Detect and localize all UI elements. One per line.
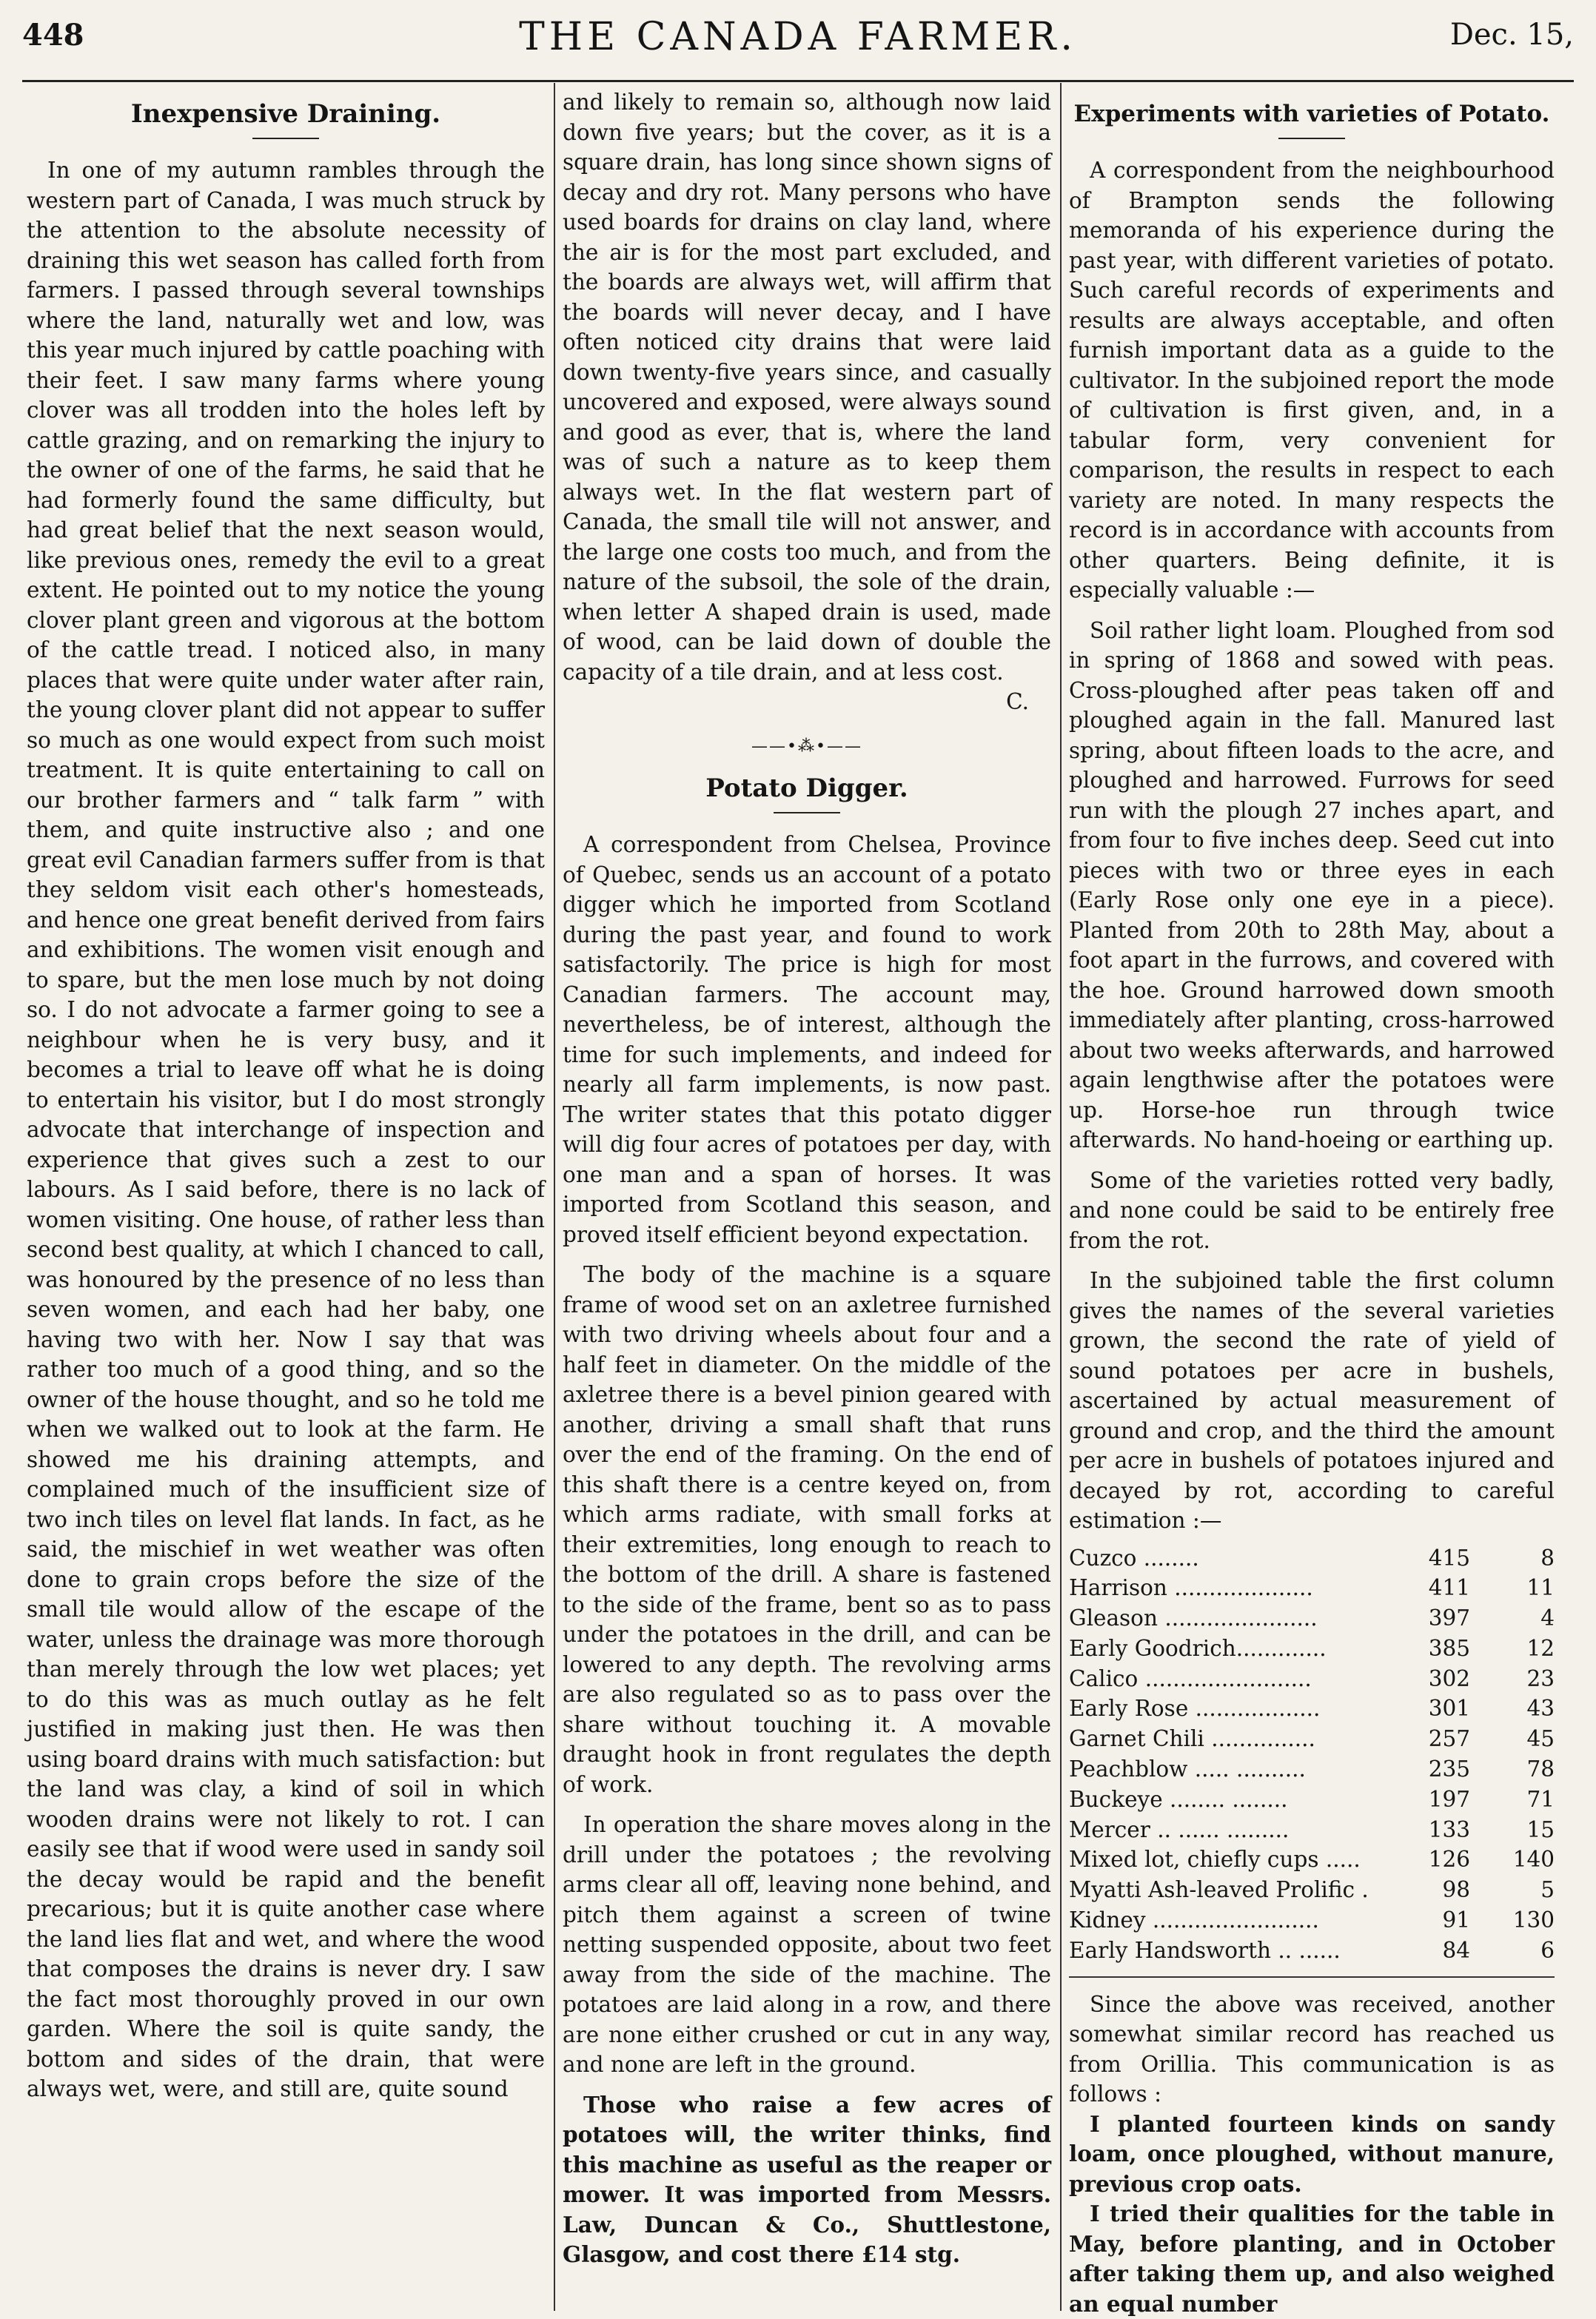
article-heading-draining: Inexpensive Draining.	[130, 99, 441, 129]
table-row	[1069, 1936, 1555, 1966]
article-paragraph: Some of the varieties rotted very badly, and none could be said to be entirely free from the rot.	[1069, 1167, 1555, 1253]
sound-yield: 126	[1428, 1847, 1470, 1873]
article-paragraph: In one of my autumn rambles through the western part of Canada, I was much struck by the attention to the absolute necessity of draining this wet season has called forth from farmers. I passed through several townships where the land, naturally wet and low, was this year much injured by cattle poaching with their feet. I saw many farms where young clover was all trodden into the holes left by cattle grazing, and on remarking the injury to the owner of one of the farms, he said that he had formerly found the same difficulty, but had great belief that the next season would, like previous ones, remedy the evil to a great extent. He pointed out to my notice the young clover plant green and vigorous at the bottom of the cattle tread. I noticed also, in many places that were quite under water after rain, the young clover plant did not appear to suffer so much as one would expect from such moist treatment. It is quite entertaining to call on our brother farmers and “ talk farm ” with them, and quite instructive also ; and one great evil Canadian farmers suffer from is that they seldom visit each other's homesteads, and hence one great benefit derived from fairs and exhibitions. The women visit enough and to spare, but the men lose much by not doing so. I do not advocate a farmer going to see a neighbour when he is very busy, and it becomes a trial to leave off what he is doing to entertain his visitor, but I do most strongly advocate that interchange of inspection and experience that gives such a zest to our labours. As I said before, there is no lack of women visiting. One house, of rather less than second best quality, at which I chanced to call, was honoured by the presence of no less than seven women, and each had her baby, one having two with her. Now I say that was rather too much of a good thing, and so the owner of the house thought, and so he told me when we walked out to look at the farm. He showed me his draining attempts, and complained much of the insufficient size of two inch tiles on level flat lands. In fact, as he said, the mischief in wet weather was often done to grain crops before the size of the small tile would allow of the escape of the water, unless the drainage was more thorough than merely through the low wet places; yet to do this was as much outlay as he felt justified in making just then. He was then using board drains with much satisfaction: but the land was clay, a kind of soil in which wooden drains were not likely to rot. I can easily see that if wood were used in sandy soil the decay would be rapid and the benefit precarious; but it is quite another case where the land lies flat and wet, and where the wood that composes the drains is never dry. I saw the fact most thoroughly proved in our own garden. Where the soil is quite sandy, the bottom and sides of the drain, that were always wet, were, and still are, quite sound	[27, 158, 545, 2101]
table-row	[1069, 1694, 1555, 1724]
variety-name: Cuzco ........	[1069, 1545, 1199, 1571]
variety-name: Early Goodrich.............	[1069, 1635, 1327, 1661]
table-row	[1069, 1543, 1555, 1574]
variety-name: Mixed lot, chiefly cups .....	[1069, 1847, 1361, 1873]
issue-date: Dec. 15,	[1449, 18, 1574, 52]
article-paragraph: In the subjoined table the first column gives the names of the several varieties grown, the second the rate of yield of sound potatoes per acre in bushels, ascertained by actual measurement of ground and crop, and the third the amount per acre in bushels of potatoes injured and decayed by rot, according to careful estimation :—	[1069, 1268, 1555, 1533]
variety-name: Early Handsworth .. ......	[1069, 1937, 1341, 1963]
table-row	[1069, 1573, 1555, 1603]
table-row	[1069, 1815, 1555, 1845]
variety-name: Myatti Ash-leaved Prolific .	[1069, 1877, 1369, 1903]
article-paragraph: The body of the machine is a square frame of wood set on an axletree furnished with two driving wheels about four and a half feet in diameter. On the middle of the axletree there is a bevel pinion geared with another, driving a small shaft that runs over the end of the framing. On the end of this shaft there is a centre keyed on, from which arms radiate, with small forks at their extremities, long enough to reach to the bottom of the drill. A share is fastened to the side of the frame, bent so as to pass under the potatoes in the drill, and can be lowered to any depth. The revolving arms are also regulated so as to pass over the share without touching it. A movable draught hook in front regulates the depth of work.	[563, 1262, 1051, 1797]
variety-name: Harrison ....................	[1069, 1575, 1313, 1601]
variety-name: Mercer .. ...... .........	[1069, 1816, 1290, 1842]
rot-amount: 12	[1526, 1635, 1555, 1661]
article-paragraph: I tried their qualities for the table in May, before planting, and in October after taking them up, and also weighed an equal number	[1069, 2201, 1555, 2317]
section-ornament: ——•⁂•——	[751, 736, 862, 756]
rot-amount: 23	[1526, 1665, 1555, 1691]
column-2	[563, 87, 1051, 2270]
rot-amount: 45	[1526, 1726, 1555, 1752]
table-row	[1069, 1875, 1555, 1905]
sound-yield: 411	[1428, 1575, 1470, 1601]
sound-yield: 385	[1428, 1635, 1470, 1661]
rot-amount: 4	[1540, 1605, 1555, 1631]
article-paragraph: A correspondent from Chelsea, Province of Quebec, sends us an account of a potato digger which he imported from Scotland during the past year, and found to work satisfactorily. The price is high for most Canadian farmers. The account may, nevertheless, be of interest, although the time for such implements, and indeed for nearly all farm implements, is now past. The writer states that this potato digger will dig four acres of potatoes per day, with one man and a span of horses. It was imported from Scotland this season, and proved itself efficient beyond expectation.	[563, 832, 1051, 1247]
rot-amount: 78	[1526, 1756, 1555, 1782]
newspaper-title: THE CANADA FARMER.	[519, 15, 1077, 59]
table-row	[1069, 1724, 1555, 1754]
column-1	[27, 87, 545, 2104]
rot-amount: 43	[1526, 1696, 1555, 1722]
rot-amount: 130	[1512, 1907, 1555, 1933]
sound-yield: 197	[1428, 1786, 1470, 1812]
article-signature: C.	[1006, 689, 1029, 714]
sound-yield: 415	[1428, 1545, 1470, 1571]
article-heading-potato-varieties: Experiments with varieties of Potato.	[1073, 101, 1550, 127]
sound-yield: 98	[1442, 1877, 1470, 1903]
rot-amount: 6	[1540, 1937, 1555, 1963]
table-row	[1069, 1664, 1555, 1694]
variety-name: Buckeye ........ ........	[1069, 1786, 1288, 1812]
rot-amount: 5	[1540, 1877, 1555, 1903]
table-row	[1069, 1754, 1555, 1785]
heading-rule	[1278, 138, 1345, 139]
sound-yield: 133	[1428, 1816, 1470, 1842]
article-continuation: and likely to remain so, although now laid down five years; but the cover, as it is a square drain, has long since shown signs of decay and dry rot. Many persons who have used boards for drains on clay land, where the air is for the most part excluded, and the boards are always wet, will affirm that the boards will never decay, and I have often noticed city drains that were laid down twenty-five years since, and casually uncovered and exposed, were always sound and good as ever, that is, where the land was of such a nature as to keep them always wet. In the flat western part of Canada, the small tile will not answer, and the large one costs too much, and from the nature of the subsoil, the sole of the drain, when letter A shaped drain is used, made of wood, can be laid down of double the capacity of a tile drain, and at less cost.	[563, 90, 1051, 685]
sound-yield: 302	[1428, 1665, 1470, 1691]
rot-amount: 15	[1526, 1816, 1555, 1842]
potato-yield-table	[1069, 1543, 1555, 1966]
variety-name: Garnet Chili ...............	[1069, 1726, 1315, 1752]
article-heading-potato-digger: Potato Digger.	[705, 773, 908, 803]
rot-amount: 8	[1540, 1545, 1555, 1571]
variety-name: Peachblow ..... ..........	[1069, 1756, 1306, 1782]
variety-name: Early Rose ..................	[1069, 1696, 1321, 1722]
article-paragraph: I planted fourteen kinds on sandy loam, once ploughed, without manure, previous crop oats.	[1069, 2110, 1555, 2197]
column-divider	[1060, 83, 1062, 2311]
sound-yield: 235	[1428, 1756, 1470, 1782]
table-row	[1069, 1634, 1555, 1664]
heading-rule	[774, 812, 840, 813]
sound-yield: 301	[1428, 1696, 1470, 1722]
article-paragraph: A correspondent from the neighbourhood of Brampton sends the following memoranda of his experience during the past year, with different varieties of potato. Such careful records of experiments and results are always acceptable, and often furnish important data as a guide to the cultivator. In the subjoined report the mode of cultivation is first given, and, in a tabular form, very convenient for comparison, the results in respect to each variety are noted. In many respects the record is in accordance with accounts from other quarters. Being definite, it is especially valuable :—	[1069, 158, 1555, 603]
rot-amount: 71	[1526, 1786, 1555, 1812]
table-row	[1069, 1905, 1555, 1936]
variety-name: Kidney ........................	[1069, 1907, 1319, 1933]
article-paragraph: Soil rather light loam. Ploughed from sod in spring of 1868 and sowed with peas. Cross-ploughed after peas taken off and ploughed again in the fall. Manured last spring, about fifteen loads to the acre, and ploughed and harrowed. Furrows for seed run with the plough 27 inches apart, and from four to five inches deep. Seed cut into pieces with two or three eyes in each (Early Rose only one eye in a piece). Planted from 20th to 28th May, about a foot apart in the furrows, and covered with the hoe. Ground harrowed down smooth immediately after planting, cross-harrowed about two weeks afterwards, and harrowed again lengthwise after the potatoes were up. Horse-hoe run through twice afterwards. No hand-hoeing or earthing up.	[1069, 617, 1555, 1152]
column-divider	[554, 83, 555, 2311]
table-row	[1069, 1845, 1555, 1875]
sound-yield: 257	[1428, 1726, 1470, 1752]
article-paragraph: Since the above was received, another somewhat similar record has reached us from Orillia. This communication is as follows :	[1069, 1991, 1555, 2107]
sound-yield: 91	[1442, 1907, 1470, 1933]
variety-name: Calico ........................	[1069, 1665, 1312, 1691]
table-row	[1069, 1603, 1555, 1634]
page-header	[22, 12, 1574, 78]
article-paragraph: Those who raise a few acres of potatoes will, the writer thinks, find this machine as useful as the reaper or mower. It was imported from Messrs. Law, Duncan & Co., Shuttlestone, Glasgow, and cost there £14 stg.	[563, 2091, 1051, 2267]
column-3	[1069, 87, 1555, 2319]
article-paragraph: In operation the share moves along in the drill under the potatoes ; the revolving arms clear all off, leaving none behind, and pitch them against a screen of twine netting suspended opposite, about two feet away from the side of the machine. The potatoes are laid along in a row, and there are none either crushed or cut in any way, and none are left in the ground.	[563, 1812, 1051, 2077]
rot-amount: 11	[1526, 1575, 1555, 1601]
sound-yield: 397	[1428, 1605, 1470, 1631]
header-rule	[22, 80, 1574, 82]
sound-yield: 84	[1442, 1937, 1470, 1963]
rot-amount: 140	[1512, 1847, 1555, 1873]
table-row	[1069, 1785, 1555, 1815]
heading-rule	[252, 138, 319, 139]
variety-name: Gleason ......................	[1069, 1605, 1318, 1631]
table-rule	[1069, 1976, 1555, 1978]
page-number: 448	[22, 18, 84, 53]
